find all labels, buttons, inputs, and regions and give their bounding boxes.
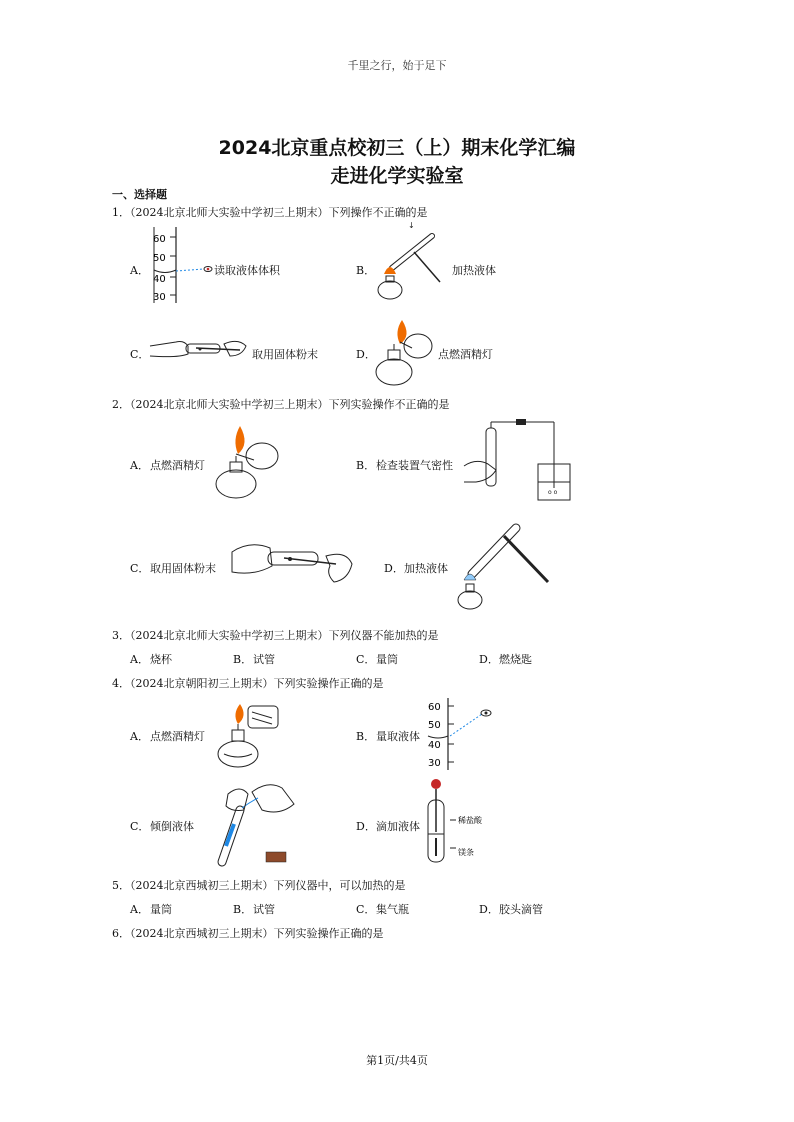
q5-option-c-caption: 集气瓶 [376, 903, 409, 916]
svg-text:↓: ↓ [408, 222, 415, 230]
q5-option-d-caption: 胶头滴管 [499, 903, 543, 916]
question-5-stem: 5．（2024北京西城初三上期末）下列仪器中，可以加热的是 [112, 879, 406, 892]
q1-option-a-letter: A． [130, 264, 149, 277]
q4-scale-30: 30 [428, 758, 441, 769]
q5-option-a-letter: A． [130, 903, 149, 916]
q4-scale-50: 50 [428, 720, 441, 731]
q4-option-a-letter: A． [130, 730, 149, 743]
section-heading: 一、选择题 [112, 188, 167, 201]
q4-option-b-caption: 量取液体 [376, 730, 420, 743]
q2-b-airtightness-check-figure [462, 418, 574, 504]
q3-option-c-caption: 量筒 [376, 653, 398, 666]
q3-option-d-letter: D． [479, 653, 499, 666]
q4-option-c-letter: C． [130, 820, 150, 833]
q2-option-d-letter: D． [384, 562, 404, 575]
q2-option-a-caption: 点燃酒精灯 [150, 459, 205, 472]
q2-option-d-caption: 加热液体 [404, 562, 448, 575]
q4-a-lighting-lamp-figure [210, 698, 286, 770]
q4-option-d-caption: 滴加液体 [376, 820, 420, 833]
header-motto: 千里之行，始于足下 [347, 59, 447, 72]
question-6-stem: 6．（2024北京西城初三上期末）下列实验操作正确的是 [112, 927, 384, 940]
q3-option-b-caption: 试管 [253, 653, 275, 666]
q5-option-d-letter: D． [479, 903, 499, 916]
q5-option-c-letter: C． [356, 903, 376, 916]
q1-scale-40: 40 [153, 274, 166, 285]
q5-option-b-letter: B． [233, 903, 253, 916]
q4-d-dropping-liquid-figure [422, 776, 452, 868]
q2-option-a-letter: A． [130, 459, 149, 472]
q1-option-d-letter: D． [356, 348, 376, 361]
q1-option-b-letter: B． [356, 264, 376, 277]
q4-option-a-caption: 点燃酒精灯 [150, 730, 205, 743]
question-4-stem: 4．（2024北京朝阳初三上期末）下列实验操作正确的是 [112, 677, 384, 690]
q4-label-strip: 镁条 [458, 848, 474, 857]
q2-d-heating-liquid-figure [454, 522, 552, 612]
q1-d-lighting-lamp-figure [372, 316, 438, 388]
q2-option-b-caption: 检查装置气密性 [376, 459, 453, 472]
q1-option-d-caption: 点燃酒精灯 [438, 348, 493, 361]
q1-option-c-caption: 取用固体粉末 [252, 348, 318, 361]
q3-option-c-letter: C． [356, 653, 376, 666]
q3-option-d-caption: 燃烧匙 [499, 653, 532, 666]
q1-option-b-caption: 加热液体 [452, 264, 496, 277]
q2-c-powder-transfer-figure [230, 536, 358, 596]
q4-option-c-caption: 倾倒液体 [150, 820, 194, 833]
q1-b-heating-liquid-figure [370, 222, 450, 304]
q4-scale-60: 60 [428, 702, 441, 713]
q4-option-b-letter: B． [356, 730, 376, 743]
q1-scale-60: 60 [153, 234, 166, 245]
q3-option-b-letter: B． [233, 653, 253, 666]
q5-option-b-caption: 试管 [253, 903, 275, 916]
q2-option-c-letter: C． [130, 562, 150, 575]
question-1-stem: 1．（2024北京北师大实验中学初三上期末）下列操作不正确的是 [112, 206, 428, 219]
q2-option-c-caption: 取用固体粉末 [150, 562, 216, 575]
q3-option-a-letter: A． [130, 653, 149, 666]
q2-a-lighting-lamp-figure [208, 422, 284, 502]
page-number: 第1页/共4页 [366, 1054, 428, 1067]
q1-scale-30: 30 [153, 292, 166, 300]
document-title: 2024北京重点校初三（上）期末化学汇编 [218, 137, 576, 159]
q1-c-powder-transfer-figure [148, 332, 250, 366]
q1-option-c-letter: C． [130, 348, 150, 361]
q1-scale-50: 50 [153, 253, 166, 264]
question-2-stem: 2．（2024北京北师大实验中学初三上期末）下列实验操作不正确的是 [112, 398, 450, 411]
document-subtitle: 走进化学实验室 [330, 165, 464, 187]
q1-option-a-caption: 读取液体体积 [214, 264, 280, 277]
q2-option-b-letter: B． [356, 459, 376, 472]
q3-option-a-caption: 烧杯 [150, 653, 172, 666]
q4-c-pouring-liquid-figure [208, 776, 304, 868]
question-3-stem: 3．（2024北京北师大实验中学初三上期末）下列仪器不能加热的是 [112, 629, 439, 642]
q4-option-d-letter: D． [356, 820, 376, 833]
q4-scale-40: 40 [428, 740, 441, 751]
q5-option-a-caption: 量筒 [150, 903, 172, 916]
q4-label-acid: 稀盐酸 [458, 816, 482, 825]
svg-text:o o: o o [548, 489, 558, 496]
